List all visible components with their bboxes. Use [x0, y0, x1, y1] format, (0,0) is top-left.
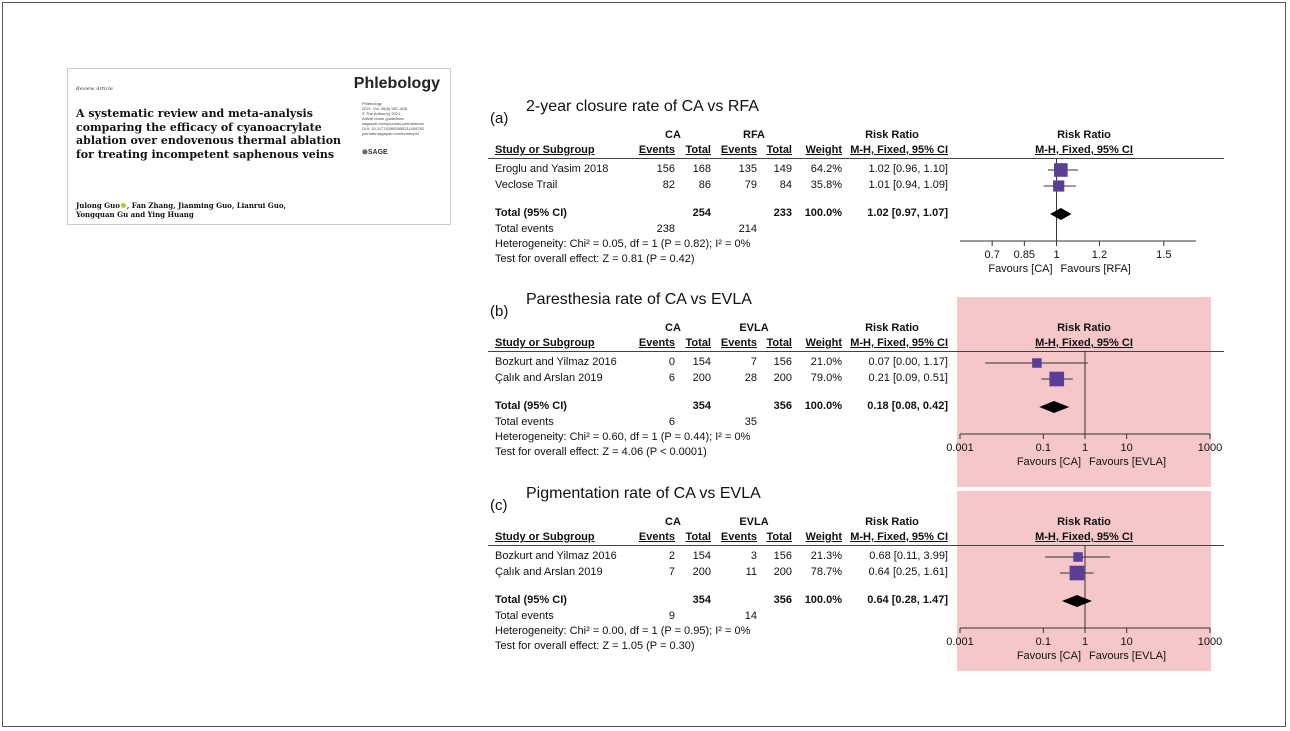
header-rule [488, 351, 1224, 352]
x-tick-label: 1000 [1197, 442, 1223, 454]
events1-header: Events [638, 531, 675, 543]
total-label: Total (95% CI) [495, 594, 567, 606]
study-events2: 11 [745, 566, 757, 578]
study-events1: 6 [668, 372, 675, 384]
study-events2: 135 [738, 163, 757, 175]
meta-line: © The Author(s) 2021 [362, 111, 401, 116]
total-weight: 100.0% [804, 207, 842, 219]
total-label: Total (95% CI) [495, 400, 567, 412]
study-column-header: Study or Subgroup [495, 337, 595, 349]
ci-header: M-H, Fixed, 95% CI [850, 531, 948, 543]
study-name: Bozkurt and Yilmaz 2016 [495, 356, 617, 368]
meta-line: 2021, Vol. 36(8) 597–608 [362, 106, 407, 111]
header-rule [488, 545, 1224, 546]
overall-effect-text: Test for overall effect: Z = 4.06 (P < 0.0001) [495, 446, 707, 458]
events2-header: Events [720, 144, 757, 156]
x-tick-label: 1.5 [1156, 249, 1172, 261]
study-weight: 79.0% [810, 372, 842, 384]
meta-line: sagepub.com/journals-permissions [362, 121, 424, 126]
total-events-label: Total events [495, 223, 554, 235]
study-total1: 200 [692, 372, 711, 384]
overall-effect-text: Test for overall effect: Z = 1.05 (P = 0.30) [495, 640, 695, 652]
paper-title: A systematic review and meta-analysis comparing the efficacy of cyanoacrylate ablation over endovenous thermal ablation for treating incompetent saphenous veins [76, 107, 342, 161]
study-events1: 2 [668, 550, 675, 562]
events2-header: Events [720, 531, 757, 543]
total-weight: 100.0% [804, 594, 842, 606]
heterogeneity-text: Heterogeneity: Chi² = 0.60, df = 1 (P = 0.44); I² = 0% [495, 431, 751, 443]
plot-ci-header: M-H, Fixed, 95% CI [1035, 531, 1133, 543]
x-tick-label: 1.2 [1091, 249, 1108, 261]
total-label: Total (95% CI) [495, 207, 567, 219]
panel-title: Pigmentation rate of CA vs EVLA [526, 485, 761, 502]
study-weight: 64.2% [810, 163, 842, 175]
heterogeneity-text: Heterogeneity: Chi² = 0.00, df = 1 (P = 0.95); I² = 0% [495, 625, 751, 637]
total2-header: Total [766, 337, 792, 349]
x-tick-label: 0.7 [984, 249, 1000, 261]
study-total1: 154 [692, 550, 711, 562]
total-ci: 0.18 [0.08, 0.42] [867, 400, 948, 412]
total2-header: Total [766, 531, 792, 543]
group2-header: EVLA [739, 322, 769, 334]
total-n1: 254 [692, 207, 711, 219]
panel-label: (c) [490, 497, 508, 514]
favours-left-label: Favours [CA] [988, 263, 1053, 275]
total-events1: 9 [668, 610, 675, 622]
total-n1: 354 [692, 594, 711, 606]
study-ci: 0.07 [0.00, 1.17] [868, 356, 948, 368]
favours-right-label: Favours [EVLA] [1089, 456, 1167, 468]
total-events2: 214 [738, 223, 757, 235]
x-tick-label: 10 [1120, 442, 1133, 454]
header-rule [488, 158, 1224, 159]
group1-header: CA [665, 129, 681, 141]
paper-authors [76, 201, 356, 219]
study-ci: 0.68 [0.11, 3.99] [869, 550, 948, 562]
total-n2: 233 [773, 207, 792, 219]
risk-ratio-header: Risk Ratio [865, 322, 919, 334]
x-tick-label: 0.001 [946, 442, 974, 454]
study-events2: 79 [744, 179, 757, 191]
weight-header: Weight [805, 531, 842, 543]
study-ci: 0.21 [0.09, 0.51] [868, 372, 948, 384]
total-events-label: Total events [495, 610, 554, 622]
total-events2: 14 [744, 610, 757, 622]
plot-ci-header: M-H, Fixed, 95% CI [1035, 337, 1133, 349]
study-name: Veclose Trail [495, 179, 558, 191]
study-events2: 28 [744, 372, 757, 384]
panel-title: Paresthesia rate of CA vs EVLA [526, 291, 752, 308]
x-tick-label: 1000 [1197, 636, 1223, 648]
study-total1: 154 [692, 356, 711, 368]
group2-header: RFA [743, 129, 765, 141]
study-name: Çalık and Arslan 2019 [495, 566, 603, 578]
heterogeneity-text: Heterogeneity: Chi² = 0.05, df = 1 (P = 0.82); I² = 0% [495, 238, 751, 250]
overall-effect-text: Test for overall effect: Z = 0.81 (P = 0.42) [495, 253, 695, 265]
study-total2: 156 [773, 550, 792, 562]
orcid-icon [121, 203, 126, 208]
total-events-label: Total events [495, 416, 554, 428]
study-ci: 1.02 [0.96, 1.10] [868, 163, 948, 175]
group2-header: EVLA [739, 516, 769, 528]
total1-header: Total [685, 531, 711, 543]
x-tick-label: 0.85 [1013, 249, 1036, 261]
study-total2: 200 [773, 566, 792, 578]
study-weight: 78.7% [810, 566, 842, 578]
total-events1: 238 [656, 223, 675, 235]
total-n2: 356 [773, 400, 792, 412]
study-total1: 168 [692, 163, 711, 175]
group1-header: CA [665, 322, 681, 334]
meta-line: DOI: 10.1177/02683555211008762 [362, 126, 425, 131]
risk-ratio-header: Risk Ratio [865, 516, 919, 528]
favours-left-label: Favours [CA] [1016, 456, 1081, 468]
ci-header: M-H, Fixed, 95% CI [850, 144, 948, 156]
author-first: Julong Guo [76, 201, 120, 210]
study-name: Bozkurt and Yilmaz 2016 [495, 550, 617, 562]
plot-risk-ratio-header: Risk Ratio [1057, 322, 1111, 334]
study-events1: 7 [668, 566, 675, 578]
study-total2: 84 [779, 179, 792, 191]
total-ci: 1.02 [0.97, 1.07] [867, 207, 948, 219]
study-events2: 3 [750, 550, 757, 562]
publisher-logo: ⊛SAGE [362, 149, 388, 156]
total1-header: Total [685, 337, 711, 349]
panel-label: (a) [490, 110, 509, 127]
total-n1: 354 [692, 400, 711, 412]
x-tick-label: 1 [1081, 442, 1089, 454]
publisher-name: SAGE [367, 149, 388, 156]
weight-header: Weight [805, 144, 842, 156]
total-events2: 35 [744, 416, 757, 428]
study-ci: 0.64 [0.25, 1.61] [868, 566, 948, 578]
study-total1: 200 [692, 566, 711, 578]
study-events2: 7 [750, 356, 757, 368]
events1-header: Events [638, 337, 675, 349]
meta-line: Phlebology [362, 101, 382, 106]
study-weight: 21.3% [810, 550, 842, 562]
authors-rest: , Fan Zhang, Jianming Guo, Lianrui Guo, [126, 201, 286, 210]
favours-right-label: Favours [RFA] [1060, 263, 1131, 275]
meta-line: Article reuse guidelines: [362, 116, 405, 121]
x-tick-label: 0.001 [946, 636, 974, 648]
study-events1: 0 [668, 356, 675, 368]
study-events1: 82 [662, 179, 675, 191]
total1-header: Total [685, 144, 711, 156]
total-events1: 6 [668, 416, 675, 428]
study-column-header: Study or Subgroup [495, 531, 595, 543]
study-weight: 35.8% [810, 179, 842, 191]
study-column-header: Study or Subgroup [495, 144, 595, 156]
group1-header: CA [665, 516, 681, 528]
ci-header: M-H, Fixed, 95% CI [850, 337, 948, 349]
events1-header: Events [638, 144, 675, 156]
x-tick-label: 0.1 [1035, 636, 1051, 648]
study-total1: 86 [698, 179, 711, 191]
x-tick-label: 0.1 [1035, 442, 1051, 454]
study-name: Çalık and Arslan 2019 [495, 372, 603, 384]
plot-ci-header: M-H, Fixed, 95% CI [1035, 144, 1133, 156]
study-total2: 156 [773, 356, 792, 368]
x-tick-label: 1 [1081, 636, 1089, 648]
study-events1: 156 [656, 163, 675, 175]
article-type: Review Article [76, 86, 113, 92]
events2-header: Events [720, 337, 757, 349]
paper-card [67, 68, 451, 225]
authors-line2: Yongquan Gu and Ying Huang [76, 210, 194, 219]
x-tick-label: 1 [1053, 249, 1060, 261]
total-n2: 356 [773, 594, 792, 606]
weight-header: Weight [805, 337, 842, 349]
plot-risk-ratio-header: Risk Ratio [1057, 516, 1111, 528]
journal-name: Phlebology [353, 75, 440, 92]
study-ci: 1.01 [0.94, 1.09] [868, 179, 948, 191]
plot-risk-ratio-header: Risk Ratio [1057, 129, 1111, 141]
study-total2: 200 [773, 372, 792, 384]
study-weight: 21.0% [810, 356, 842, 368]
study-total2: 149 [773, 163, 792, 175]
x-tick-label: 10 [1120, 636, 1133, 648]
favours-right-label: Favours [EVLA] [1089, 650, 1167, 662]
paper-meta [362, 101, 444, 136]
meta-line: journals.sagepub.com/home/phl [362, 131, 419, 136]
panel-label: (b) [490, 303, 509, 320]
study-name: Eroglu and Yasim 2018 [495, 163, 609, 175]
total2-header: Total [766, 144, 792, 156]
panel-title: 2-year closure rate of CA vs RFA [526, 98, 759, 115]
total-ci: 0.64 [0.28, 1.47] [867, 594, 948, 606]
total-weight: 100.0% [804, 400, 842, 412]
risk-ratio-header: Risk Ratio [865, 129, 919, 141]
favours-left-label: Favours [CA] [1016, 650, 1081, 662]
